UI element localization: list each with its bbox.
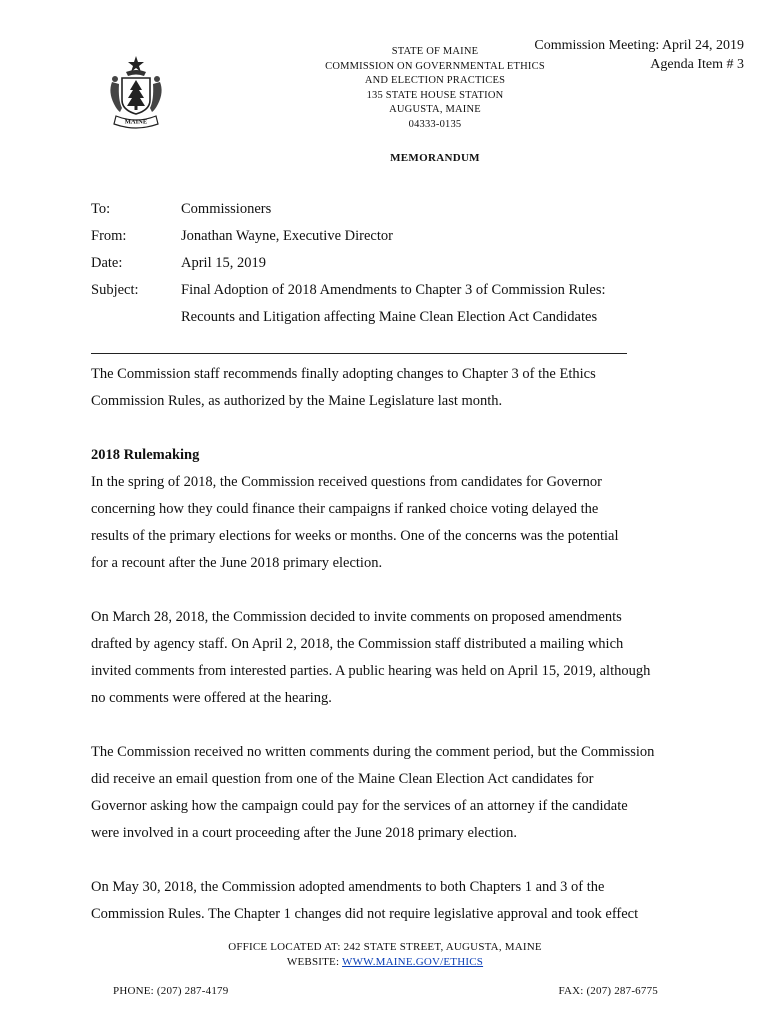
meeting-date: Commission Meeting: April 24, 2019 — [534, 38, 744, 53]
to-value: Commissioners — [181, 201, 272, 217]
office-address: OFFICE LOCATED AT: 242 STATE STREET, AUGUSTA, MAINE — [228, 941, 542, 953]
date-value: April 15, 2019 — [181, 255, 266, 271]
paragraph-1 — [91, 469, 691, 577]
paragraph-line: On March 28, 2018, the Commission decided to invite comments on proposed amendments — [91, 609, 622, 625]
paragraph-line: were involved in a court proceeding after the June 2018 primary election. — [91, 825, 517, 841]
paragraph-line: On May 30, 2018, the Commission adopted amendments to both Chapters 1 and 3 of the — [91, 879, 605, 895]
subject-line-2: Recounts and Litigation affecting Maine Clean Election Act Candidates — [181, 309, 598, 325]
agency-line-commission: COMMISSION ON GOVERNMENTAL ETHICS — [325, 60, 545, 72]
paragraph-line: did receive an email question from one of the Maine Clean Election Act candidates for — [91, 771, 594, 787]
paragraph-line: for a recount after the June 2018 primary election. — [91, 555, 383, 571]
phone-number: PHONE: (207) 287-4179 — [113, 985, 229, 997]
section-heading: 2018 Rulemaking — [91, 447, 200, 463]
memo-body — [91, 361, 691, 928]
paragraph-3 — [91, 739, 691, 847]
fax-number: FAX: (207) 287-6775 — [558, 985, 658, 997]
paragraph-2 — [91, 604, 691, 712]
website-link[interactable]: WWW.MAINE.GOV/ETHICS — [342, 956, 484, 968]
agency-line-station: 135 STATE HOUSE STATION — [366, 89, 504, 101]
paragraph-line: drafted by agency staff. On April 2, 2018, the Commission staff distributed a mailing which — [91, 636, 624, 652]
paragraph-4 — [91, 874, 691, 928]
intro-paragraph — [91, 361, 691, 415]
paragraph-line: The Commission received no written comments during the comment period, but the Commission — [91, 744, 655, 760]
subject-line-1: Final Adoption of 2018 Amendments to Chapter 3 of Commission Rules: — [181, 282, 606, 298]
agenda-item: Agenda Item # 3 — [650, 57, 744, 72]
intro-line: The Commission staff recommends finally adopting changes to Chapter 3 of the Ethics — [91, 366, 596, 382]
website-label: WEBSITE: — [286, 956, 342, 968]
header-divider — [91, 353, 627, 354]
agency-line-state: STATE OF MAINE — [391, 46, 479, 57]
paragraph-line: Governor asking how the campaign could pay for the services of an attorney if the candidate — [91, 798, 628, 814]
memo-title: MEMORANDUM — [390, 152, 480, 164]
from-label: From: — [91, 228, 127, 244]
paragraph-line: invited comments from interested parties. A public hearing was held on April 15, 2019, although — [91, 663, 651, 679]
meeting-info — [534, 36, 744, 74]
agency-line-zip: 04333-0135 — [408, 118, 462, 130]
paragraph-line: In the spring of 2018, the Commission received questions from candidates for Governor — [91, 474, 603, 490]
paragraph-line: no comments were offered at the hearing. — [91, 690, 332, 706]
agency-line-city: AUGUSTA, MAINE — [389, 104, 481, 115]
paragraph-line: concerning how they could finance their campaigns if ranked choice voting delayed the — [91, 501, 599, 517]
from-value: Jonathan Wayne, Executive Director — [181, 228, 393, 244]
website-line — [150, 955, 620, 970]
maine-state-seal-icon — [104, 54, 168, 130]
seal-banner-text: MAINE — [124, 118, 148, 126]
date-label: Date: — [91, 255, 123, 271]
to-label: To: — [91, 201, 111, 217]
paragraph-line: Commission Rules. The Chapter 1 changes did not require legislative approval and took effect — [91, 906, 639, 922]
paragraph-line: results of the primary elections for weeks or months. One of the concerns was the potential — [91, 528, 619, 544]
agency-line-practices: AND ELECTION PRACTICES — [364, 75, 506, 86]
page-footer — [150, 940, 620, 970]
intro-line: Commission Rules, as authorized by the Maine Legislature last month. — [91, 393, 503, 409]
subject-label: Subject: — [91, 282, 139, 298]
